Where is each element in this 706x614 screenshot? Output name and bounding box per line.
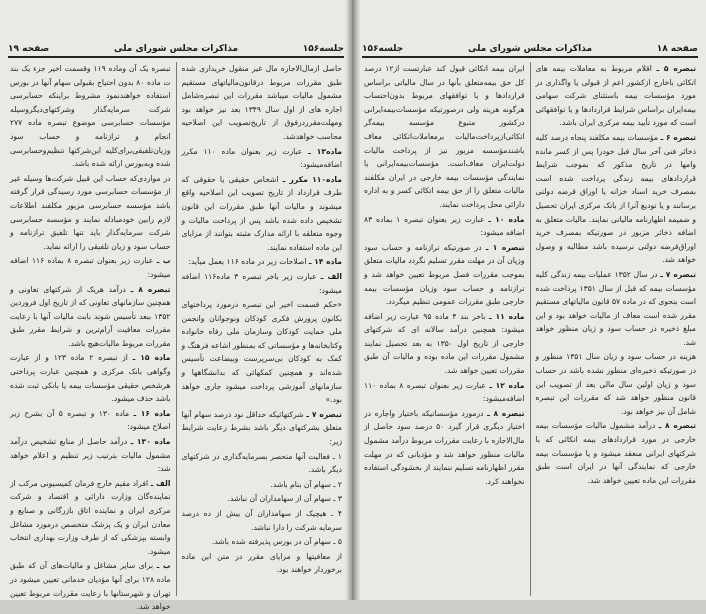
page-header (362, 40, 698, 58)
paragraph-text: عبارت زیر بعنوان تبصره ۸ بماده ۱۱۶ اضافه میشود: (10, 256, 171, 279)
article-heading: تبصره ۸ ـ (487, 408, 525, 418)
article-heading: تبصره ۱ ـ (485, 242, 525, 252)
paragraph (536, 268, 697, 350)
column-left (360, 62, 529, 596)
session-number: جلسه۱۵۶ (302, 44, 344, 54)
paragraph-text: درآمد هریک از شرکتهای تعاونی و همچنین سازمانهای تعاونی که از تاریخ اول فروردین ۱۳۵۲ ببعد تأسیس شوند بابت مالیات آنها با رعایت مقررات معافیت آرام‌ترین و شرایط مقرر طبق مقررات مربوط مالیات‌هیچ باشد. (10, 284, 171, 348)
paragraph (182, 492, 343, 506)
article-heading: ب ـ (156, 561, 171, 571)
paragraph (364, 62, 525, 212)
paragraph-text: عبارت زیر بعنوان ماده ۱۱۰ مکرر اضافه‌میشود: (181, 146, 342, 170)
column-right (532, 62, 701, 596)
paragraph (364, 407, 525, 489)
article-heading: ب ـ (156, 256, 171, 266)
page-header (8, 40, 344, 58)
paragraph-text: درآمد مشمول مالیات مؤسسات بیمه خارجی در مورد قراردادهای بیمه اتکائی که با شرکتهای ایرانی منعقد میشود و یا مؤسسات بیمه خارجی که نمایندگی آنها در ایران است طبق مقررات این ماده تعیین خواهد شد. (535, 421, 696, 485)
column-divider (176, 62, 177, 596)
paragraph-text: باخر بند ۴ ماده ۹۵ عبارت زیر اضافه میشود: همچنین درآمد سالانه ای که شرکتهای خارجی از تاریخ اول ۱۳۵۰ به بعد تحصیل نمایند مشمول مقررات این ماده بوده و مالیات آن طبق مقررات تعیین خواهد شد. (364, 311, 525, 376)
paragraph-text: تبصره یک آن وماده ۱۱۹ وقسمت اخیر جزء یک بند ت ماده ۸۰ بدون احتیاج بقبولی سهام آنها در بورس استفاده خواهندنمود مشروط براینکه حسابرسی شرکت سرمایه‌گذار وشرکتهای‌دیگروسیله مؤسسات حسابرسی موضوع تبصره ماده ۲۷۷ انجام و ترازنامه و حساب سود وزیان‌تلفیقی‌برای‌کلیه این‌شرکتها تنظیم‌وحسابرسی شده وبه‌بورس ارائه شده باشد. (10, 64, 171, 169)
paragraph (536, 419, 697, 487)
paragraph (10, 351, 171, 405)
paragraph-text: از تبصره ۲ ماده ۱۲۳ و از عبارت وگواهی بانک مرکزی و همچنین عبارت پرداختی هرشخص حقیقی مؤسسات بیمه یا بانکی ثبت شده باشد حذف میشود. (10, 353, 171, 404)
paragraph-text: اشخاص حقیقی یا حقوقی که طرف قرارداد از تاریخ تصویب این اصلاحیه واقع میشوند و مالیات آنها طبق مقررات این قانون تشخیص داده شده باشد پس از پرداخت مالیات و وجوه متعلقه با ارائه مدارک مثبته بتوانند از مزایای این ماده استفاده نمایند. (181, 174, 342, 252)
article-heading: ماده۱۳ ـ (308, 146, 342, 156)
paragraph-text: ۳ ـ سهام آن از سهامداران آن نباشد. (227, 494, 342, 504)
paragraph (182, 145, 343, 172)
article-heading: ماده ۱۶ ـ (133, 408, 171, 418)
paragraph-text: ایران بیمه اتکائی قبول کند عبارتست از۱۲ درصد کل حق بیمه‌متعلق بآنها در سال مالیاتی براساس قراردادها و یا توافقهای مربوط بدون‌احتساب هرگونه هزینه ولی درصورتیکه مؤسسات‌بیمه‌ایرانی درکشور متبوع مؤسسه بیمه‌گر اتکائی‌ازپرداخت‌مالیات برمعاملات‌اتکائی معاف باشندمؤسسه مزبور نیز از پرداخت مالیات دولت‌ایران معاف‌است. مؤسسات‌بیمه‌ایرانی یا نمایندگی مؤسسات بیمه خارجی در ایران مکلفند مالیات متعلق را از حق بیمه اتکائی کسر و به اداره دارائی محل پرداخت نمایند. (364, 64, 525, 209)
session-number: جلسه۱۵۶ (362, 44, 404, 54)
paragraph-text: ماده ۱۳۰ و تبصره ۵ آن بشرح زیر اصلاح میشود: (10, 408, 171, 432)
paragraph (182, 408, 343, 449)
article-heading: الف ـ (150, 478, 171, 488)
article-heading: الف ـ (320, 271, 342, 281)
paragraph (364, 379, 525, 406)
paragraph-text: افراد مقیم خارج فرمان کمیسیونی مرکب از نماینده‌گان وزارت دارائی و اقتصاد و شرکت مرکزی ایران و نماینده اتاق بازرگانی و صنایع و معادن ایران و یک پزشک متخصص درمورد مشاغل وابسته بپزشکی که از طرف وزارت بهداری انتخاب میشود. (10, 478, 171, 556)
article-heading: ماده ۱۳۰ ـ (130, 437, 171, 447)
paragraph-text: در مواردی‌که حساب این قبیل شرکت‌ها وسیله غیر از مؤسسات حسابرسی مورد رسیدگی قرار گرفته باشد مؤسسه حسابرسی مزبور مکلفند اطلاعات لازم رابین خودمبادله نمایند و مؤسسه حسابرسی شرکت سرمایه‌گذار باید تنها تلفیق ترازنامه و حساب سود و زیان تلفیقی را ارائه نماید. (10, 173, 171, 251)
page-number: صفحه ۱۹ (8, 44, 50, 54)
paragraph (10, 477, 171, 559)
column-right (178, 62, 347, 596)
paragraph (364, 241, 525, 309)
page-18 (354, 0, 706, 600)
paragraph-text: «حکم قسمت اخیر این تبصره درمورد پرداختهای بکانون پرورش فکری کودکان ونوجوانان وانجمن ملی حمایت کودکان وسازمان ملی رفاه خانواده وکتابخانه‌ها و مؤسساتی که بمنظور اشاعه فرهنگ و کمک به کودکان بی‌سرپرست وبیضاعت تأسیس شده‌اند و همچنین کمکهائی که بدانشگاهها و سازمانهای آموزشی پرداخت میشود جاری خواهد بود.» (181, 300, 342, 405)
article-heading: تبصره ۸ ـ (130, 284, 171, 294)
paragraph (536, 62, 697, 130)
article-heading: ماده۱۱۰ مکرر ـ (282, 174, 342, 184)
paragraph-text: شرکتهائیکه حداقل نود درصد سهام آنها متعلق بشرکتهای دیگر باشد بشرط رعایت شرایط زیر: (181, 409, 342, 447)
article-heading: ماده ۱۵ ـ (132, 353, 171, 363)
page-number: صفحه ۱۸ (656, 44, 698, 54)
article-heading: تبصره ۷ ـ (306, 409, 342, 419)
column-divider (530, 62, 531, 596)
article-heading: تبصره ۸ ـ (658, 421, 696, 431)
article-heading: تبصره ۷ ـ (660, 269, 696, 279)
paragraph-text: عبارت زیر بعنوان تبصره ۱ بماده ۸۳ اضافه میشود: (364, 214, 525, 238)
paragraph-text: اقلام مربوط به معاملات بیمه های اتکائی باخارج ازکشور اعم از قبولی یا واگذاری در مورد مؤسسات بیمه باستثنای شرکت سهامی بیمه‌ایران براساس شرایط قراردادها و یا توافقهائی است که مورد تأیید بیمه مرکزی ایران باشد. (535, 64, 696, 128)
paragraph (364, 213, 525, 240)
paragraph (182, 507, 343, 534)
paragraph-text: در سال ۱۳۵۲ عملیات بیمه زندگی کلیه مؤسسات بیمه که قبل از سال ۱۳۵۱ پرداخت شده است بنحوی که در ماده ۵۷ قانون مالیاتهای مستقیم مقرر شده است معاف از مالیات خواهد بود و این مبلغ ذخیره در حساب سود و زیان منظور خواهد شد. (535, 269, 696, 347)
paragraph (182, 535, 343, 549)
paragraph-text: از معافیتها و مزایای مقرر در متن این ماده برخوردار خواهند بود. (181, 551, 342, 575)
paragraph (10, 435, 171, 476)
paragraph (10, 172, 171, 254)
text-columns (360, 62, 700, 596)
paragraph-text: درآمد حاصل از منابع تشخیص درآمد مشمول مالیات بترتیب زیر تنظیم و اعلام خواهد شد: (10, 437, 171, 474)
paragraph (10, 62, 171, 171)
paragraph (182, 62, 343, 144)
paragraph-text: عبارت زیر بعنوان تبصره ۸ بماده ۱۱۰ اضافه‌میشود: (364, 380, 525, 404)
running-title: مذاکرات مجلس شورای ملی (113, 44, 239, 54)
paragraph (182, 270, 343, 297)
article-heading: تبصره ۶ ـ (660, 132, 696, 142)
paragraph (182, 550, 343, 577)
paragraph (536, 350, 697, 418)
paragraph (182, 255, 343, 269)
paragraph-text: درمورد مؤسساتیکه باختیار واجاره در اختیار دیگری قرار گیرد ۵۰ درصد سود حاصل از مال‌الاجاره با رعایت مقررات مربوط درآمد مشمول مالیات منظور خواهد شد و مؤدیانی که در مهلت مقرر اظهارنامه تسلیم ننمایند از بخشودگی استفاده نخواهند کرد. (364, 408, 525, 486)
article-heading: ماده ۱۱ ـ (489, 311, 525, 321)
paragraph-text: ۲ ـ سهام آن بنام باشد. (270, 479, 342, 489)
article-heading: ماده ۱۲ ـ (489, 380, 525, 390)
paragraph-text: مؤسسات بیمه مکلفند پنجاه درصد کلیه ذخائر فنی آخر سال قبل خودرا پس از کسر مانده وامها در تاریخ مذکور که بموجب شرایط قراردادهای بیمه زندگی پرداخت شده است بمصرف خرید اسناد خزانه یا اوراق قرضه دولتی برسانند و یا تودیع آنرا از بانک مرکزی ایران تحصیل و ضمیمه اظهارنامه مالیاتی نمایند. مالیات متعلق به اضافه ذخائر مزبور در صورتیکه بمصرف خرید اوراق‌قرضه دولتی نرسیده باشد مطالبه و وصول خواهد شد. (535, 132, 696, 265)
page-19 (0, 0, 352, 612)
article-heading: تبصره ۵ ـ (656, 64, 696, 73)
paragraph-text: ۵ ـ سهام آن در بورس پذیرفته شده باشد. (211, 537, 342, 547)
paragraph (536, 131, 697, 267)
paragraph (10, 254, 171, 281)
paragraph-text: ۴ ـ هیچیک از سهامداران آن بیش از ده درصد سرمایه شرکت را دارا نباشد. (181, 509, 342, 532)
paragraph-text: در صورتیکه ترازنامه و حساب سود وزیان آن در مهلت مقرر تسلیم نگردد مالیات متعلق بموجب مقررات فصل مربوط تعیین خواهد شد و ترازنامه و حساب سود وزیان مؤسسات بیمه خارجی طبق مقررات عمومی تنظیم میگردد. (364, 242, 525, 307)
running-title: مذاکرات مجلس شورای ملی (467, 44, 593, 54)
column-left (6, 62, 175, 612)
paragraph-text: هزینه در حساب سود و زیان سال ۱۳۵۱ منظور و در صورتیکه ذخیره‌ای منظور نشده باشد در حساب سود و زیان اولین سال مالی بعد از تصویب این قانون منظور خواهد شد که مقررات این تبصره شامل آن نیز خواهد بود. (535, 352, 696, 416)
paragraph-text: برای سایر مشاغل و مالیات‌های آن که طبق ماده ۱۲۸ برای آنها مؤدیان خدماتی تعیین میشود در تهران و شهرستانها با رعایت مقررات مربوط تعیین خواهد شد. (10, 561, 171, 612)
paragraph (10, 559, 171, 613)
paragraph (10, 283, 171, 351)
paragraph (182, 173, 343, 255)
paragraph (182, 298, 343, 407)
text-columns (6, 62, 346, 612)
paragraph (182, 478, 343, 492)
paragraph (182, 450, 343, 477)
paragraph-text: حاصل ازمال‌الاجاره مال غیر منقول خریداری شده طبق مقررات مربوط درقانون‌مالیاتهای مستقیم مشمول مالیات میباشد مقررات این تبصره‌شامل اجاره های از اول سال ۱۳۴۹ بعد نیز خواهد بود ومهلت‌مقرردرفوق از تاریخ‌تصویب این اصلاحیه محاسب خواهدشد. (181, 64, 342, 141)
article-heading: ماده ۱۴ ـ (308, 257, 342, 267)
book-gutter (346, 0, 360, 600)
paragraph-text: اصلاحات زیر در ماده ۱۱۶ بعمل میآید: (188, 257, 307, 267)
paragraph (10, 407, 171, 434)
paragraph-text: ۱ ـ فعالیت آنها منحصر بسرمایه‌گذاری در شرکتهای دیگر باشد. (181, 451, 342, 475)
paragraph (364, 310, 525, 378)
paragraph-text: عبارت زیر باخر تبصره ۳ ماده۱۱۶ اضافه میشود: (181, 271, 342, 295)
article-heading: ماده ۱۰ ـ (488, 214, 525, 224)
